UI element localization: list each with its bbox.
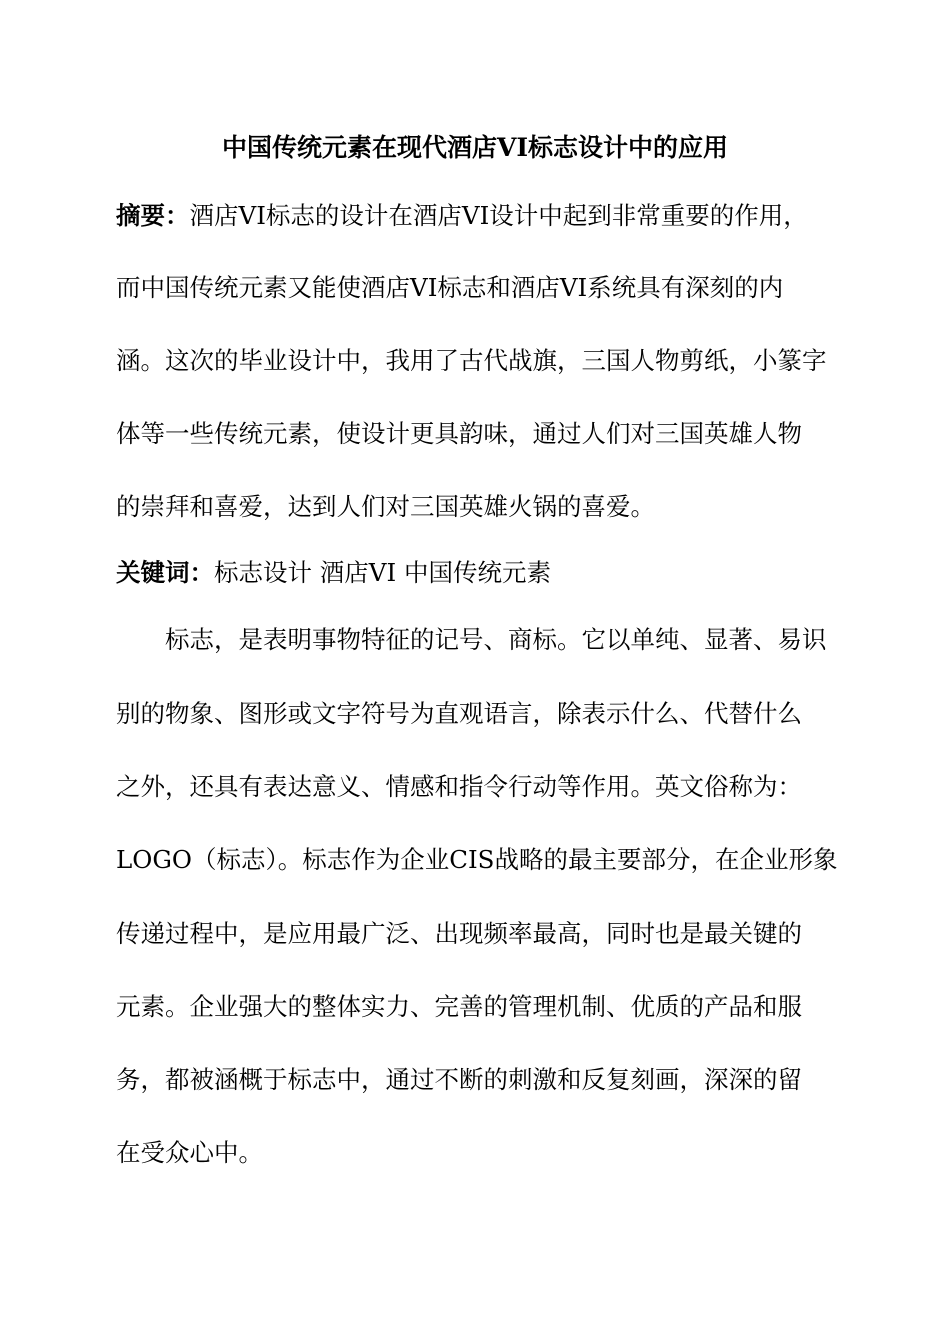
document-title: 中国传统元素在现代酒店VI标志设计中的应用 <box>221 133 729 162</box>
abstract-label: 摘要： <box>116 201 190 230</box>
abstract-line-3: 涵。这次的毕业设计中，我用了古代战旗，三国人物剪纸，小篆字 <box>116 346 827 375</box>
body-line-7: 务，都被涵概于标志中，通过不断的刺激和反复刻画，深深的留 <box>116 1065 802 1094</box>
abstract-line-2: 而中国传统元素又能使酒店VI标志和酒店VI系统具有深刻的内 <box>116 273 784 302</box>
abstract-line-5: 的崇拜和喜爱，达到人们对三国英雄火锅的喜爱。 <box>116 492 655 521</box>
body-line-3: 之外，还具有表达意义、情感和指令行动等作用。英文俗称为： <box>116 772 802 801</box>
keywords-line <box>116 553 551 593</box>
body-line-4: LOGO（标志）。标志作为企业CIS战略的最主要部分，在企业形象 <box>116 845 838 874</box>
body-line-1: 标志，是表明事物特征的记号、商标。它以单纯、显著、易识 <box>165 625 827 654</box>
body-line-2: 别的物象、图形或文字符号为直观语言，除表示什么、代替什么 <box>116 699 802 728</box>
body-line-5: 传递过程中，是应用最广泛、出现频率最高，同时也是最关键的 <box>116 919 802 948</box>
abstract-line-4: 体等一些传统元素，使设计更具韵味，通过人们对三国英雄人物 <box>116 419 802 448</box>
abstract-text: 酒店VI标志的设计在酒店VI设计中起到非常重要的作用， <box>189 201 808 230</box>
keywords-label: 关键词： <box>116 558 214 587</box>
body-line-6: 元素。企业强大的整体实力、完善的管理机制、优质的产品和服 <box>116 992 802 1021</box>
body-line-8: 在受众心中。 <box>116 1138 263 1167</box>
keywords-value: 标志设计 酒店VI 中国传统元素 <box>214 558 551 587</box>
abstract-line-1 <box>116 196 808 236</box>
